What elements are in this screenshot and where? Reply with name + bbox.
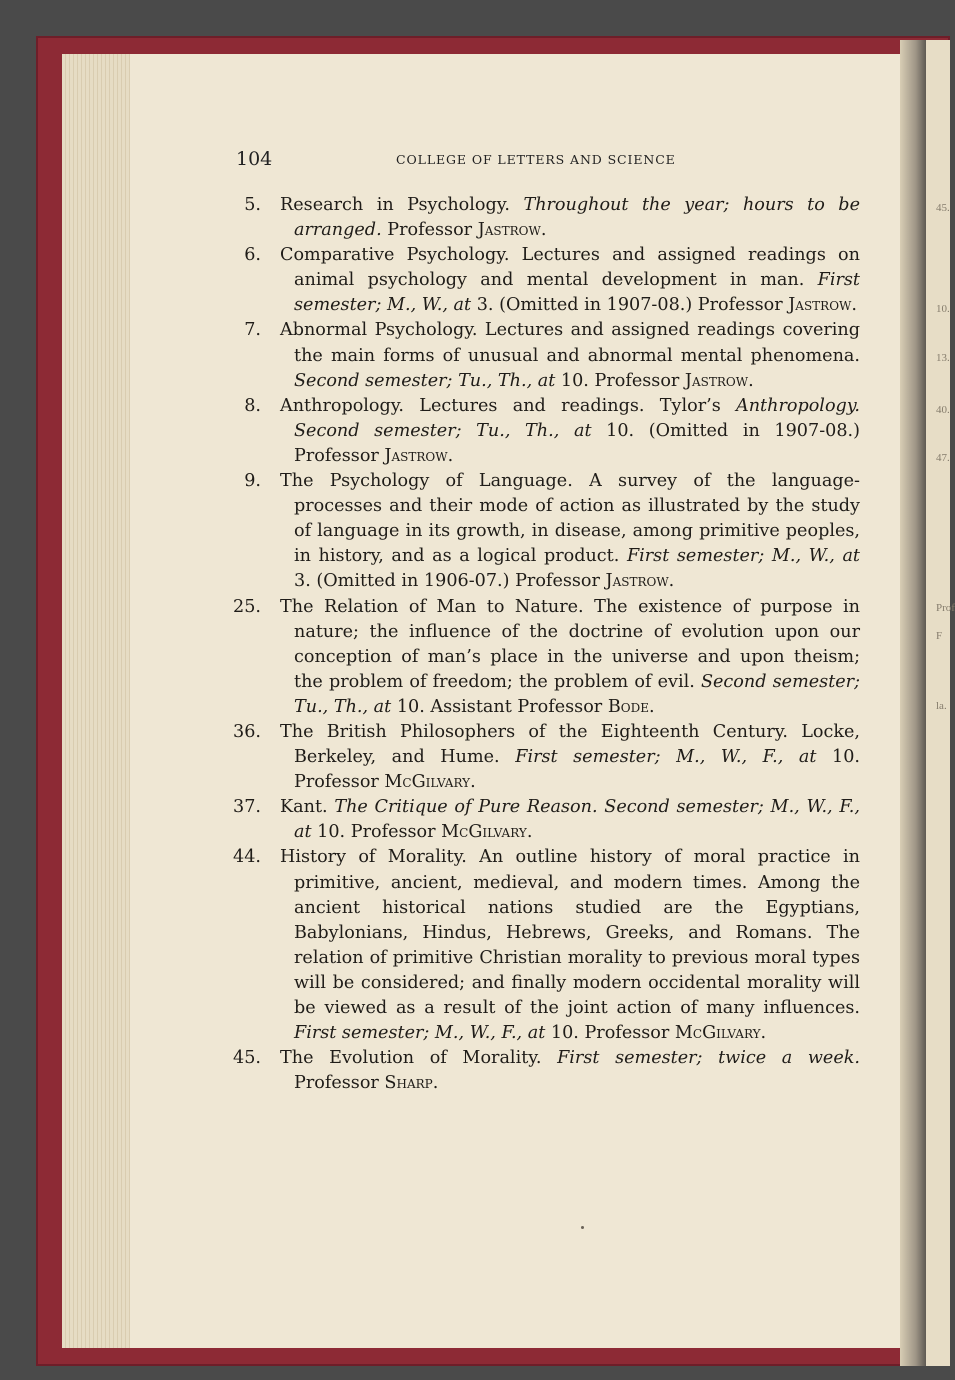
margin-mark: 10. — [936, 303, 950, 315]
course-entry — [230, 394, 860, 469]
instructor-name: Jastrow — [788, 295, 852, 316]
course-text: 10. (Omitted in 1907-08.) Professor — [294, 420, 860, 466]
course-description — [280, 318, 860, 393]
course-text: Anthropology. Lectures and readings. Tylor’s — [280, 395, 737, 416]
course-entry — [230, 243, 860, 318]
course-schedule: Throughout the year; hours to be arranged. — [294, 195, 860, 241]
instructor-name: Bode — [607, 696, 649, 717]
course-entry — [230, 1046, 860, 1096]
course-description — [280, 394, 860, 469]
course-text: . — [447, 445, 454, 466]
course-text: . — [526, 822, 533, 843]
course-number: 7. — [244, 320, 261, 341]
course-description — [280, 193, 860, 243]
course-entry — [230, 469, 860, 594]
course-number: 25. — [233, 596, 261, 617]
running-title: COLLEGE OF LETTERS AND SCIENCE — [396, 152, 676, 167]
course-text: 3. (Omitted in 1906-07.) Professor — [294, 571, 606, 592]
course-text: . — [432, 1073, 439, 1094]
course-schedule: Anthropology. Second semester; Tu., Th., at — [294, 395, 860, 441]
instructor-name: McGilvary — [384, 772, 471, 793]
course-text: The Psychology of Language. A survey of the language-processes and their mode of action as illustrated by the study of language in its growth, in disease, among primitive peoples, in history, and as a logical product. — [280, 471, 860, 567]
course-number: 44. — [233, 847, 261, 868]
margin-mark: 13. — [936, 352, 950, 364]
course-text: The Relation of Man to Nature. The existence of purpose in nature; the influence of the doctrine of evolution upon our conception of man’s place in the universe and upon theism; the problem of freedom; the problem of evil. — [280, 596, 860, 692]
course-number: 8. — [244, 395, 261, 416]
course-text: . — [760, 1023, 767, 1044]
course-text: Kant. — [280, 797, 335, 818]
course-text: Professor — [294, 1073, 385, 1094]
course-schedule: First semester; M., W., F., at — [515, 747, 817, 768]
course-text: 10. Assistant Professor — [391, 696, 608, 717]
course-text: 10. Professor — [294, 747, 861, 793]
course-schedule: First semester; twice a week. — [557, 1048, 860, 1069]
course-entry — [230, 318, 860, 393]
paper-speck — [581, 1226, 584, 1229]
course-text: Professor — [381, 220, 478, 241]
instructor-name: Jastrow — [477, 220, 541, 241]
instructor-name: Sharp — [384, 1073, 433, 1094]
course-description — [280, 795, 860, 845]
instructor-name: McGilvary — [674, 1023, 761, 1044]
course-text: . — [470, 772, 476, 793]
course-description — [280, 1046, 860, 1096]
course-number: 36. — [233, 721, 261, 742]
course-text: The Evolution of Morality. — [280, 1048, 558, 1069]
course-schedule: First semester; M., W., F., at — [294, 1023, 546, 1044]
margin-mark: 40. — [936, 404, 950, 416]
page-edges — [62, 54, 130, 1348]
course-number: 6. — [244, 245, 261, 266]
margin-mark: la. — [936, 700, 947, 712]
instructor-name: Jastrow — [684, 370, 749, 391]
course-text: 10. Professor — [311, 822, 442, 843]
course-number: 9. — [244, 471, 261, 492]
course-description — [280, 595, 860, 720]
course-schedule: The Critique of Pure Reason. Second semester; M., W., F., at — [294, 797, 860, 843]
course-text: . — [668, 571, 675, 592]
book-gutter — [900, 40, 926, 1366]
course-number: 45. — [233, 1048, 261, 1069]
course-entry — [230, 720, 860, 795]
course-schedule: Second semester; Tu., Th., at — [294, 671, 861, 717]
course-entry — [230, 193, 860, 243]
course-text: The British Philosophers of the Eighteenth Century. Locke, Berkeley, and Hume. — [280, 721, 860, 768]
course-text: Comparative Psychology. Lectures and assigned readings on animal psychology and mental development in man. — [280, 245, 860, 291]
margin-mark: Prof — [936, 602, 955, 614]
course-entry — [230, 845, 860, 1046]
instructor-name: Jastrow — [384, 445, 448, 466]
margin-mark: 45. — [936, 202, 950, 214]
course-description — [280, 243, 860, 318]
margin-mark: 47. — [936, 452, 950, 464]
course-number: 37. — [233, 797, 261, 818]
course-description — [280, 469, 860, 594]
course-schedule: First semester; M., W., at — [294, 270, 860, 316]
course-text: . — [851, 295, 857, 316]
course-list — [230, 193, 860, 1096]
course-text: Abnormal Psychology. Lectures and assigned readings covering the main forms of unusual and abnormal mental phenomena. — [280, 320, 860, 366]
course-schedule: First semester; M., W., at — [626, 546, 860, 567]
instructor-name: Jastrow — [605, 571, 669, 592]
course-schedule: Second semester; Tu., Th., at — [294, 370, 556, 391]
course-text: 10. Professor — [555, 370, 685, 391]
course-text: 3. (Omitted in 1907-08.) Professor — [471, 295, 789, 316]
course-entry — [230, 795, 860, 845]
margin-mark: F — [936, 630, 943, 642]
course-description — [280, 845, 860, 1046]
course-entry — [230, 595, 860, 720]
course-text: History of Morality. An outline history of moral practice in primitive, ancient, medieval, and modern times. Among the ancient historical nations studied are the Egyptians, Babylonians, Hindus, Hebrews, Greeks, and Romans. The relation of primitive Christian morality to previous moral types will be considered; and finally modern occidental morality will be viewed as a result of the joint action of many influences. — [280, 847, 860, 1018]
course-number: 5. — [244, 195, 261, 215]
course-text: 10. Professor — [545, 1023, 675, 1044]
page-header — [236, 148, 858, 172]
course-text: . — [748, 370, 754, 391]
course-text: . — [540, 220, 547, 241]
course-text: Research in Psychology. — [280, 195, 524, 215]
instructor-name: McGilvary — [441, 822, 527, 843]
course-description — [280, 720, 860, 795]
page-number: 104 — [236, 148, 273, 170]
course-text: . — [648, 696, 655, 717]
